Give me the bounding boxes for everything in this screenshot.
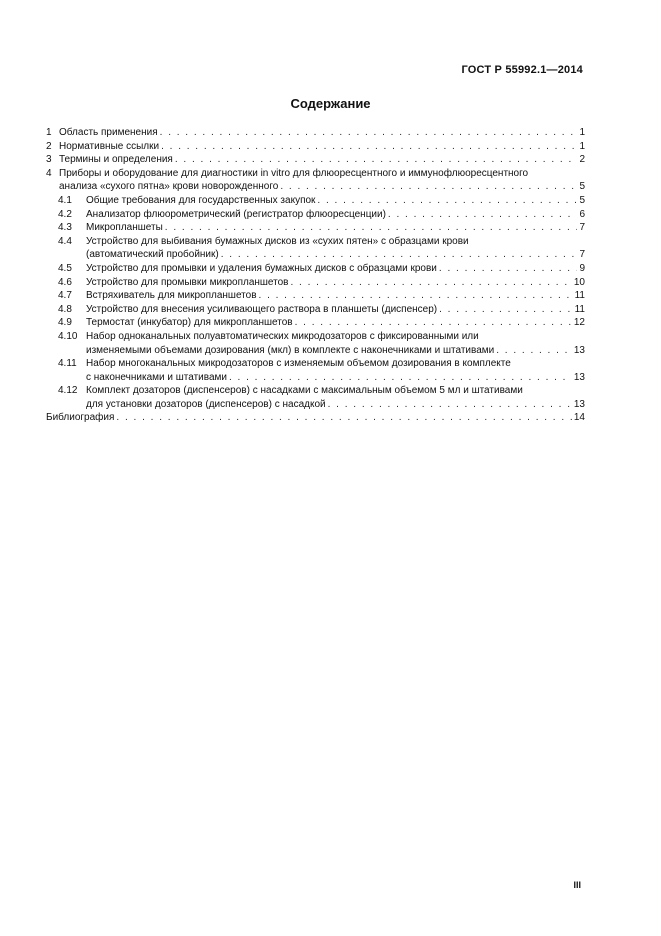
toc-number: 4.11 xyxy=(58,358,77,370)
toc-entry[interactable] xyxy=(46,303,585,317)
leader-dots xyxy=(388,208,578,222)
toc-number: 4.5 xyxy=(58,262,72,274)
toc-page: 13 xyxy=(573,344,585,356)
toc-text: с наконечниками и штативами xyxy=(86,371,227,383)
toc-number: 4.9 xyxy=(58,317,72,329)
toc-text: Микропланшеты xyxy=(86,222,163,234)
page-number: III xyxy=(573,880,581,890)
toc-text: Термины и определения xyxy=(59,154,173,166)
toc-number: 4.1 xyxy=(58,194,72,206)
toc-entry[interactable] xyxy=(46,194,585,208)
toc-number: 4.7 xyxy=(58,290,72,302)
toc-text: Нормативные ссылки xyxy=(59,140,160,152)
toc-page: 13 xyxy=(573,398,585,410)
toc-text: Устройство для промывки и удаления бумажных дисков с образцами крови xyxy=(86,262,437,274)
toc-entry[interactable] xyxy=(46,357,585,384)
toc-entry[interactable] xyxy=(46,330,585,357)
standard-code: ГОСТ Р 55992.1—2014 xyxy=(461,64,583,76)
toc-entry[interactable] xyxy=(46,276,585,290)
leader-dots xyxy=(221,248,578,262)
toc-page: 14 xyxy=(573,412,585,424)
toc-text: Термостат (инкубатор) для микропланшетов xyxy=(86,317,293,329)
toc-title: Содержание xyxy=(290,96,371,111)
leader-dots xyxy=(161,140,577,154)
toc-page: 6 xyxy=(579,208,585,220)
toc-number: 4 xyxy=(46,167,52,179)
toc-page: 13 xyxy=(573,371,585,383)
leader-dots xyxy=(295,316,572,330)
leader-dots xyxy=(317,194,577,208)
toc-entry[interactable] xyxy=(46,289,585,303)
toc-text: (автоматический пробойник) xyxy=(86,249,219,261)
toc-text: Библиография xyxy=(46,412,115,424)
toc-number: 3 xyxy=(46,154,52,166)
leader-dots xyxy=(175,153,578,167)
leader-dots xyxy=(229,371,572,385)
toc-number: 2 xyxy=(46,140,52,152)
toc-number: 4.3 xyxy=(58,222,72,234)
toc-text: для установки дозаторов (диспенсеров) с насадкой xyxy=(86,398,326,410)
toc-entry[interactable] xyxy=(46,126,585,140)
table-of-contents xyxy=(46,126,585,425)
toc-text: Встряхиватель для микропланшетов xyxy=(86,290,257,302)
leader-dots xyxy=(165,221,578,235)
toc-page: 12 xyxy=(573,317,585,329)
toc-text: Устройство для промывки микропланшетов xyxy=(86,276,289,288)
toc-text: Устройство для внесения усиливающего раствора в планшеты (диспенсер) xyxy=(86,303,438,315)
leader-dots xyxy=(328,398,572,412)
toc-page: 1 xyxy=(579,127,585,138)
toc-entry[interactable] xyxy=(46,235,585,262)
leader-dots xyxy=(439,262,578,276)
toc-number: 4.6 xyxy=(58,276,72,288)
toc-entry[interactable] xyxy=(46,384,585,411)
toc-page: 7 xyxy=(579,222,585,234)
toc-page: 5 xyxy=(579,181,585,193)
toc-number: 4.4 xyxy=(58,235,72,247)
toc-number: 4.12 xyxy=(58,385,78,397)
toc-page: 2 xyxy=(579,154,585,166)
toc-page: 11 xyxy=(574,303,585,315)
leader-dots xyxy=(280,180,577,194)
toc-text-first-line: Комплект дозаторов (диспенсеров) с насадками с максимальным объемом 5 мл и штативами xyxy=(86,385,523,397)
toc-entry[interactable] xyxy=(46,208,585,222)
toc-entry[interactable] xyxy=(46,262,585,276)
toc-number: 4.10 xyxy=(58,330,78,342)
toc-entry[interactable] xyxy=(46,167,585,194)
leader-dots xyxy=(291,276,572,290)
leader-dots xyxy=(160,126,578,140)
toc-page: 7 xyxy=(579,249,585,261)
toc-text-first-line: Набор многоканальных микродозаторов с изменяемым объемом дозирования в комплекте xyxy=(86,358,511,370)
leader-dots xyxy=(259,289,573,303)
toc-number: 4.8 xyxy=(58,303,72,315)
toc-page: 1 xyxy=(579,140,585,152)
toc-text-first-line: Устройство для выбивания бумажных дисков из «сухих пятен» с образцами крови xyxy=(86,235,469,247)
toc-entry[interactable] xyxy=(46,140,585,154)
toc-text: Общие требования для государственных закупок xyxy=(86,194,316,206)
toc-page: 11 xyxy=(574,290,585,302)
toc-text: Анализатор флюорометрический (регистратор флюоресценции) xyxy=(86,208,386,220)
leader-dots xyxy=(496,344,572,358)
toc-number: 1 xyxy=(46,127,52,138)
toc-page: 9 xyxy=(579,262,585,274)
leader-dots xyxy=(116,411,571,425)
toc-page: 10 xyxy=(573,276,585,288)
toc-entry[interactable] xyxy=(46,221,585,235)
toc-page: 5 xyxy=(579,194,585,206)
toc-text-first-line: Набор одноканальных полуавтоматических микродозаторов с фиксированными или xyxy=(86,330,479,342)
toc-number: 4.2 xyxy=(58,208,72,220)
toc-entry[interactable] xyxy=(46,153,585,167)
toc-text: Область применения xyxy=(59,127,158,138)
toc-entry[interactable] xyxy=(46,316,585,330)
leader-dots xyxy=(439,303,573,317)
toc-text: анализа «сухого пятна» крови новорожденного xyxy=(59,181,279,193)
toc-entry-bibliography[interactable] xyxy=(46,411,585,425)
toc-text: изменяемыми объемами дозирования (мкл) в комплекте с наконечниками и штативами xyxy=(86,344,495,356)
toc-text-first-line: Приборы и оборудование для диагностики in vitro для флюоресцентного и иммунофлюоресцентного xyxy=(59,167,529,179)
